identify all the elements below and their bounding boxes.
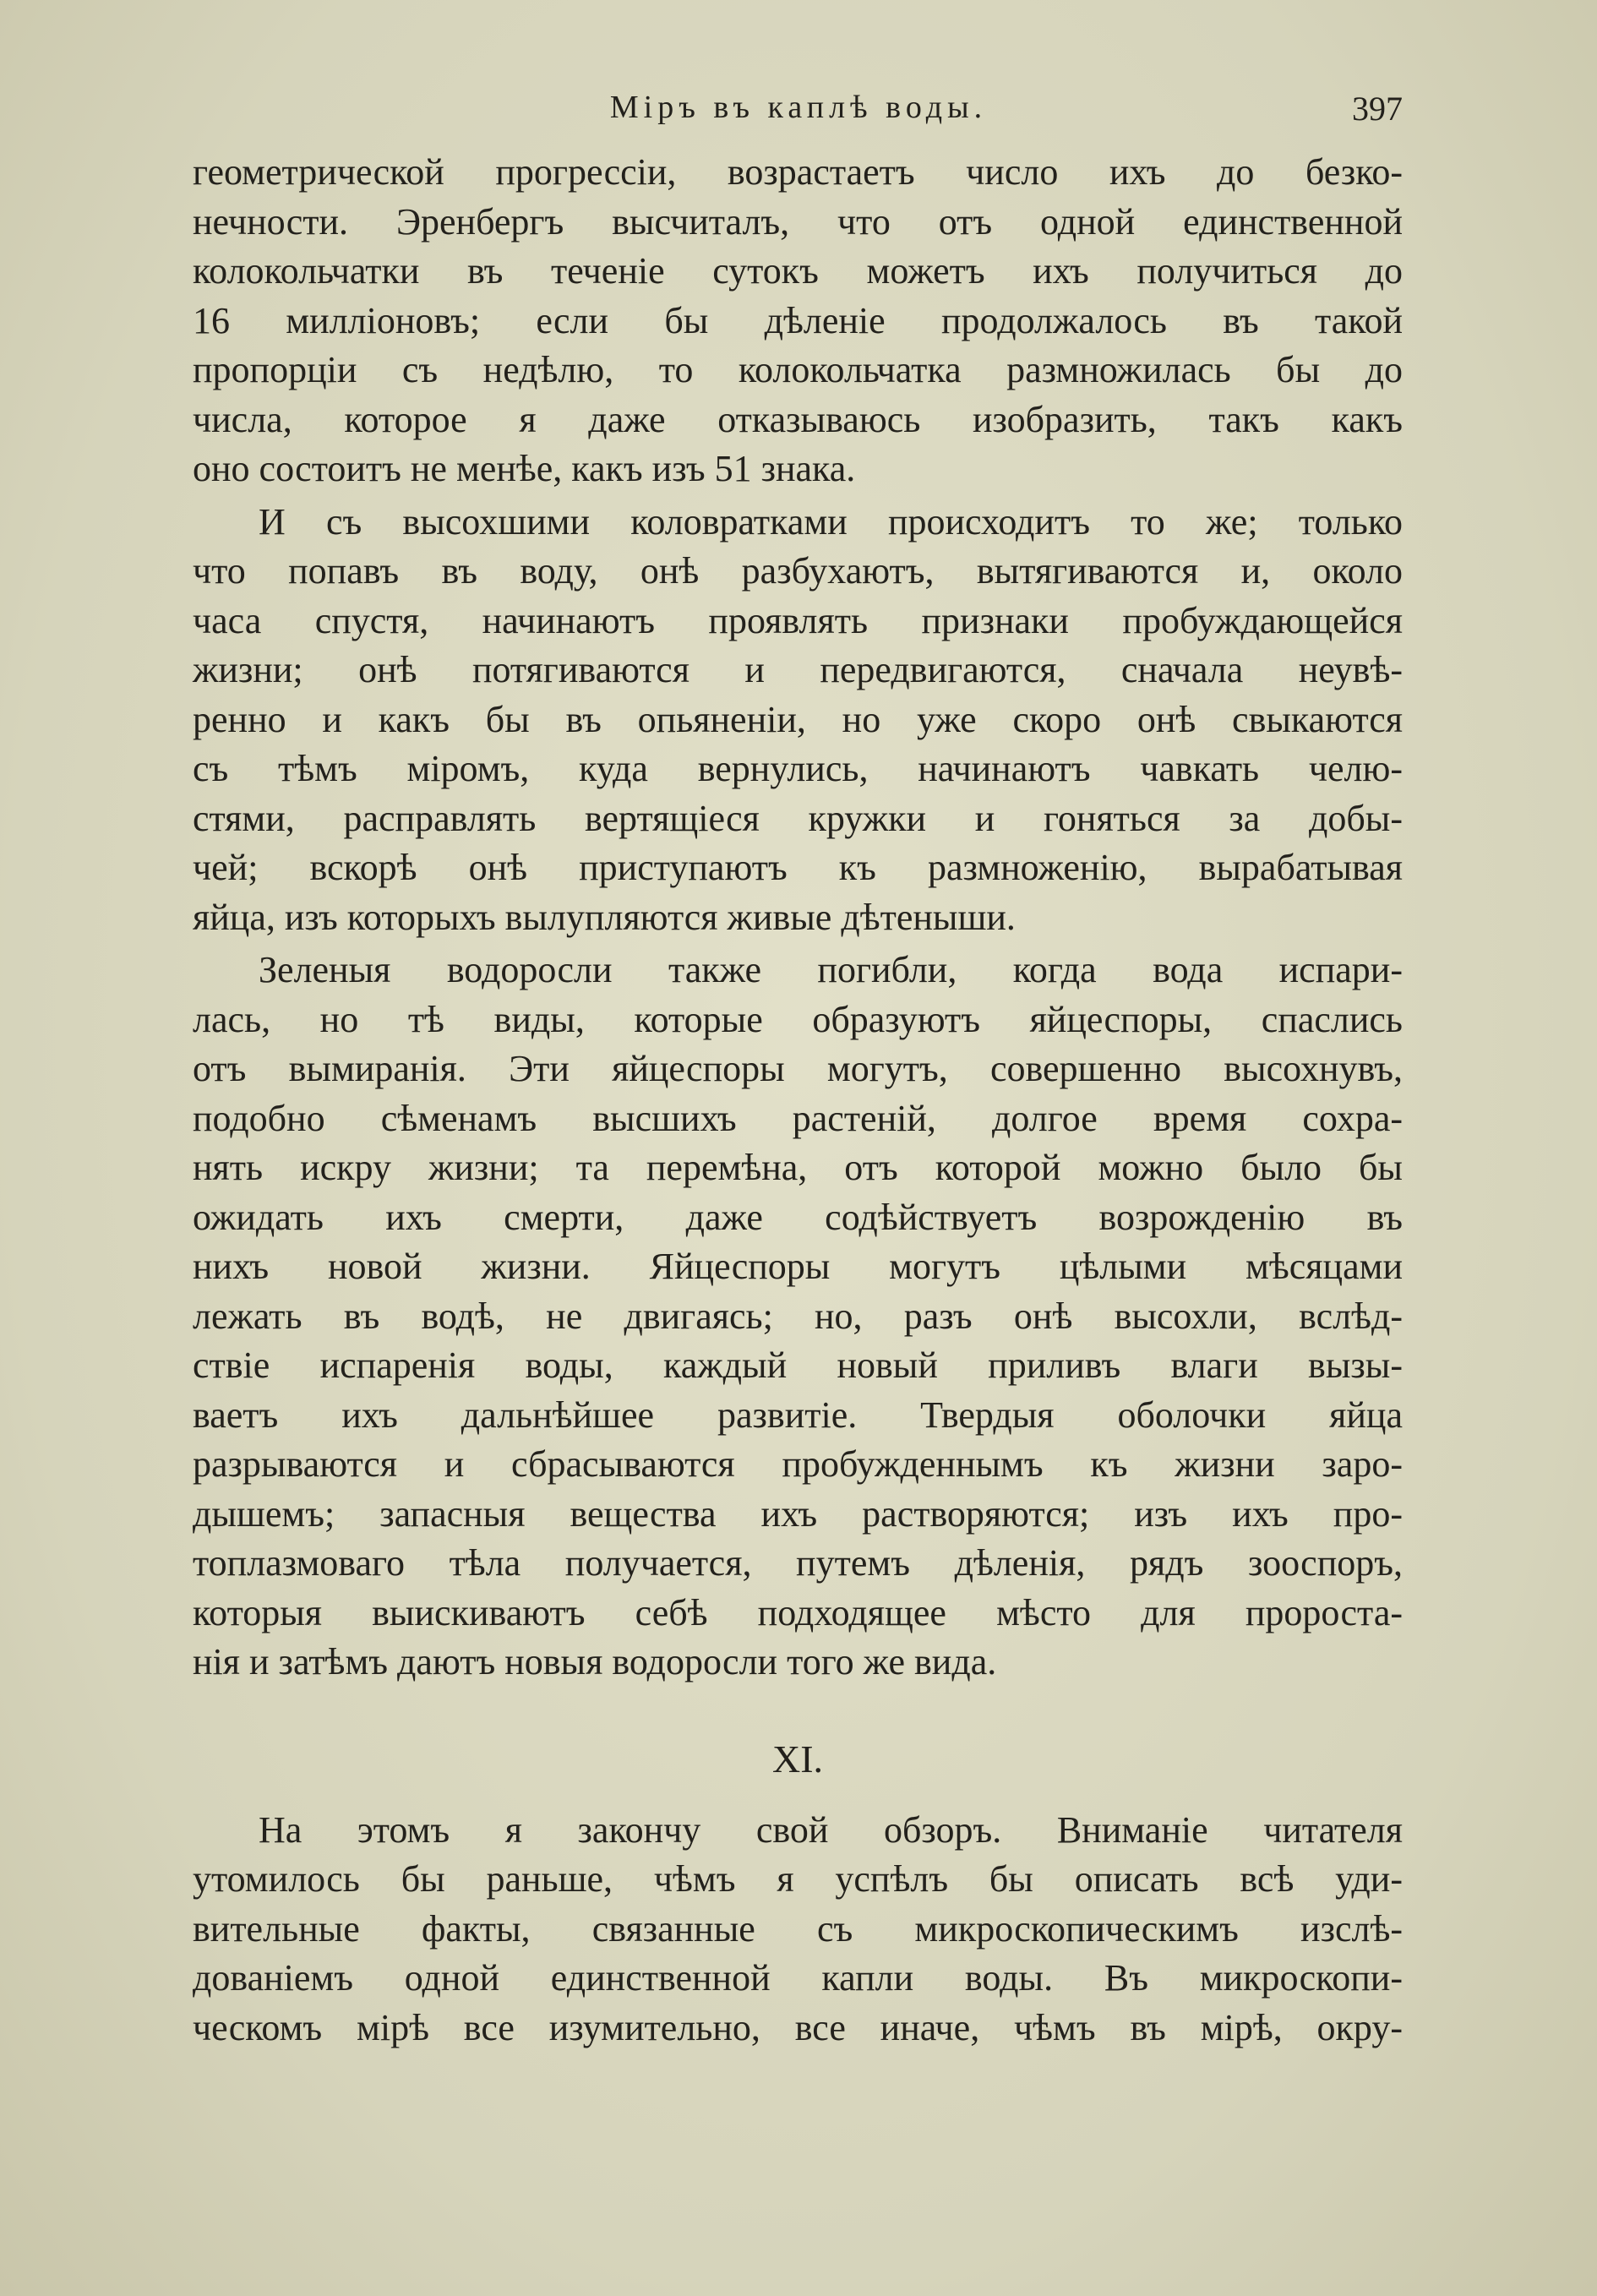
text-line: ческомъ мірѣ все изумительно, все иначе, чѣмъ въ мірѣ, окру- bbox=[193, 2006, 1403, 2048]
text-line: яйца, изъ которыхъ вылупляются живые дѣтеныши. bbox=[193, 896, 1016, 938]
text-line: На этомъ я закончу свой обзоръ. Вниманіе читателя bbox=[259, 1808, 1403, 1851]
text-line: что попавъ въ воду, онѣ разбухаютъ, вытягиваются и, около bbox=[193, 550, 1403, 592]
text-line: чей; вскорѣ онѣ приступаютъ къ размноженію, вырабатывая bbox=[193, 847, 1403, 888]
text-line: лась, но тѣ виды, которые образуютъ яйцеспоры, спаслись bbox=[193, 998, 1403, 1040]
text-line: 16 милліоновъ; если бы дѣленіе продолжалось въ такой bbox=[193, 299, 1403, 341]
text-line: оно состоитъ не менѣе, какъ изъ 51 знака. bbox=[193, 448, 856, 489]
text-line: отъ вымиранія. Эти яйцеспоры могутъ, совершенно высохнувъ, bbox=[193, 1048, 1403, 1089]
text-line: лежать въ водѣ, не двигаясь; но, разъ онѣ высохли, вслѣд- bbox=[193, 1295, 1403, 1337]
text-line: подобно сѣменамъ высшихъ растеній, долгое время сохра- bbox=[193, 1097, 1403, 1139]
page-number: 397 bbox=[1352, 90, 1403, 128]
text-line: пропорціи съ недѣлю, то колокольчатка размножилась бы до bbox=[193, 349, 1403, 390]
text-line: утомилось бы раньше, чѣмъ я успѣлъ бы описать всѣ уди- bbox=[193, 1858, 1403, 1900]
text-line: ваетъ ихъ дальнѣйшее развитіе. Твердыя оболочки яйца bbox=[193, 1393, 1403, 1436]
running-head bbox=[194, 89, 1403, 139]
text-line: ожидать ихъ смерти, даже содѣйствуетъ возрожденію въ bbox=[193, 1196, 1403, 1238]
text-line: которыя выискиваютъ себѣ подходящее мѣсто для пророста- bbox=[193, 1591, 1403, 1633]
running-title: Міръ въ каплѣ воды. bbox=[609, 90, 988, 125]
body-text bbox=[193, 148, 1403, 2053]
text-line: нія и затѣмъ даютъ новыя водоросли того же вида. bbox=[193, 1641, 997, 1682]
text-line: геометрической прогрессіи, возрастаетъ число ихъ до безко- bbox=[193, 151, 1403, 193]
text-line: ренно и какъ бы въ опьяненіи, но уже скоро онѣ свыкаются bbox=[193, 698, 1403, 740]
text-line: числа, которое я даже отказываюсь изобразить, такъ какъ bbox=[193, 398, 1403, 440]
text-line: нихъ новой жизни. Яйцеспоры могутъ цѣлыми мѣсяцами bbox=[193, 1246, 1403, 1287]
text-line: разрываются и сбрасываются пробужденнымъ къ жизни заро- bbox=[193, 1443, 1403, 1485]
text-line: И съ высохшими коловратками происходитъ то же; только bbox=[259, 500, 1403, 543]
text-line: съ тѣмъ міромъ, куда вернулись, начинаютъ чавкать челю- bbox=[193, 748, 1403, 789]
text-line: ствіе испаренія воды, каждый новый приливъ влаги вызы- bbox=[193, 1344, 1403, 1386]
text-line: дышемъ; запасныя вещества ихъ растворяются; изъ ихъ про- bbox=[193, 1492, 1403, 1535]
text-line: Зеленыя водоросли также погибли, когда вода испари- bbox=[259, 949, 1403, 990]
paragraph bbox=[193, 1806, 1403, 2053]
paragraph bbox=[193, 946, 1403, 1688]
paragraph bbox=[193, 498, 1403, 943]
text-line: топлазмоваго тѣла получается, путемъ дѣленія, рядъ зооспоръ, bbox=[193, 1542, 1403, 1584]
paragraph bbox=[193, 148, 1403, 494]
text-line: нять искру жизни; та перемѣна, отъ которой можно было бы bbox=[193, 1147, 1403, 1188]
text-line: стями, расправлять вертящіеся кружки и гоняться за добы- bbox=[193, 797, 1403, 839]
text-line: часа спустя, начинаютъ проявлять признаки пробуждающейся bbox=[193, 599, 1403, 641]
text-line: жизни; онѣ потягиваются и передвигаются, сначала неувѣ- bbox=[193, 649, 1403, 690]
text-line: нечности. Эренбергъ высчиталъ, что отъ одной единственной bbox=[193, 200, 1403, 243]
text-line: дованіемъ одной единственной капли воды. Въ микроскопи- bbox=[193, 1957, 1403, 1999]
text-line: колокольчатки въ теченіе сутокъ можетъ ихъ получиться до bbox=[193, 250, 1403, 292]
section-heading: XI. bbox=[771, 1737, 824, 1781]
text-line: вительные факты, связанные съ микроскопическимъ изслѣ- bbox=[193, 1907, 1403, 1950]
